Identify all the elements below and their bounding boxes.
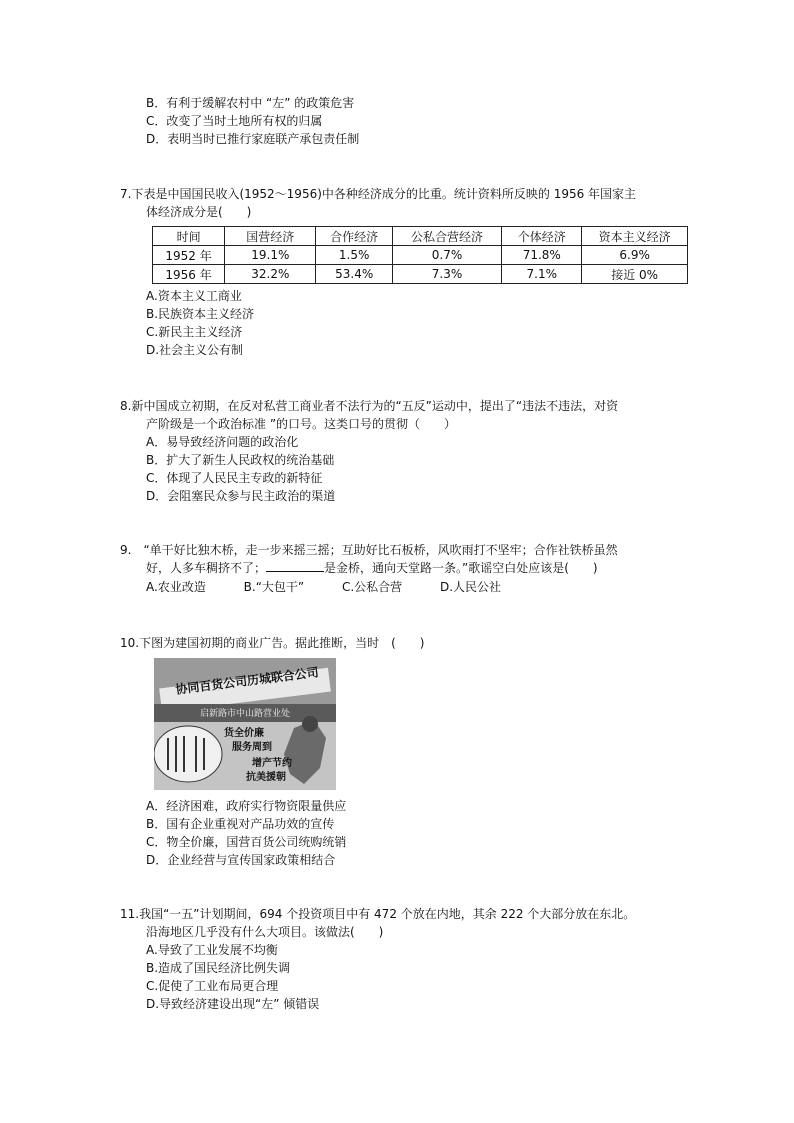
q9-blank — [266, 559, 324, 572]
q6-option-b: B．有利于缓解农村中 “左” 的政策危害 — [146, 96, 355, 110]
table-cell: 32.2% — [225, 265, 316, 284]
q8-option-b: B．扩大了新生人民政权的统治基础 — [146, 453, 335, 467]
q7-option-a: A.资本主义工商业 — [146, 289, 242, 303]
table-cell: 71.8% — [502, 246, 582, 265]
table-header-cell: 合作经济 — [316, 227, 392, 246]
q7-option-d: D.社会主义公有制 — [146, 343, 244, 357]
q7-stem-line1: 7.下表是中国国民收入(1952～1956)中各种经济成分的比重。统计资料所反映的 1956 年国家主 — [120, 187, 637, 201]
ad-slogan-1: 货全价廉 — [224, 728, 264, 739]
ad-subtitle: 启新路市中山路营业处 — [199, 709, 290, 719]
q11-option-b: B.造成了国民经济比例失调 — [146, 961, 291, 975]
q9-options — [146, 578, 535, 596]
table-cell: 1952 年 — [153, 246, 225, 265]
ad-circle-emblem — [154, 726, 222, 782]
q9-option-b: B.“大包干” — [243, 580, 305, 594]
table-cell: 7.1% — [502, 265, 582, 284]
table-cell: 6.9% — [582, 246, 688, 265]
q7-stem-line2: 体经济成分是( ) — [146, 205, 252, 219]
q9-stem-line2 — [146, 559, 598, 577]
table-cell: 接近 0% — [582, 265, 688, 284]
q11-option-c: C.促使了工业布局更合理 — [146, 979, 279, 993]
q11-option-a: A.导致了工业发展不均衡 — [146, 943, 278, 957]
q10-option-a: A．经济困难，政府实行物资限量供应 — [146, 799, 347, 813]
table-row — [153, 265, 688, 284]
table-cell: 0.7% — [392, 246, 501, 265]
table-row — [153, 246, 688, 265]
economy-table — [152, 226, 688, 284]
q6-option-d: D．表明当时已推行家庭联产承包责任制 — [146, 132, 360, 146]
table-header-cell: 资本主义经济 — [582, 227, 688, 246]
q9-option-d: D.人民公社 — [440, 580, 502, 594]
q8-stem-line1: 8.新中国成立初期，在反对私营工商业者不法行为的“五反”运动中，提出了“违法不违法，对资 — [120, 399, 619, 413]
q11-stem-line1: 11.我国“一五”计划期间，694 个投资项目中有 472 个放在内地，其余 222 个大部分放在东北。 — [120, 907, 636, 921]
q10-option-c: C．物全价廉，国营百货公司统购统销 — [146, 835, 347, 849]
table-cell: 1.5% — [316, 246, 392, 265]
ad-title: 协同百货公司历城联合公司 — [174, 665, 320, 697]
table-header-cell: 国营经济 — [225, 227, 316, 246]
q7-option-b: B.民族资本主义经济 — [146, 307, 255, 321]
table-header-cell: 个体经济 — [502, 227, 582, 246]
q9-option-c: C.公私合营 — [341, 580, 403, 594]
ad-slogan-3: 增产节约 — [252, 758, 292, 769]
q10-option-b: B．国有企业重视对产品功效的宣传 — [146, 817, 335, 831]
q9-stem-line1: 9. “单干好比独木桥，走一步来摇三摇；互助好比石板桥，风吹雨打不坚牢；合作社铁桥虽然 — [120, 543, 618, 557]
q11-stem-line2: 沿海地区几乎没有什么大项目。该做法( ) — [146, 925, 384, 939]
q8-stem-line2: 产阶级是一个政治标准 ”的口号。这类口号的贯彻（ ） — [146, 417, 457, 431]
q6-option-c: C．改变了当时土地所有权的归属 — [146, 114, 323, 128]
q11-option-d: D.导致经济建设出现“左” 倾错误 — [146, 997, 320, 1011]
table-cell: 53.4% — [316, 265, 392, 284]
table-header-cell: 公私合营经济 — [392, 227, 501, 246]
q10-stem: 10.下图为建国初期的商业广告。据此推断，当时 ( ) — [120, 636, 425, 650]
q10-option-d: D．企业经营与宣传国家政策相结合 — [146, 853, 336, 867]
table-cell: 7.3% — [392, 265, 501, 284]
ad-slogan-2: 服务周到 — [232, 742, 272, 753]
table-cell: 1956 年 — [153, 265, 225, 284]
q7-option-c: C.新民主主义经济 — [146, 325, 243, 339]
ad-slogan-4: 抗美援朝 — [246, 772, 286, 783]
q8-option-c: C．体现了人民民主专政的新特征 — [146, 471, 323, 485]
table-cell: 19.1% — [225, 246, 316, 265]
q9-stem-part1: 好，人多车稠挤不了； — [146, 561, 267, 575]
q8-option-d: D．会阻塞民众参与民主政治的渠道 — [146, 489, 336, 503]
advertisement-image — [154, 658, 336, 790]
q9-option-a: A.农业改造 — [146, 580, 206, 594]
table-header-row — [153, 227, 688, 246]
q9-stem-part2: 是金桥，通向天堂路一条。”歌谣空白处应该是( ) — [324, 561, 598, 575]
q8-option-a: A．易导致经济问题的政治化 — [146, 435, 299, 449]
table-header-cell: 时间 — [153, 227, 225, 246]
